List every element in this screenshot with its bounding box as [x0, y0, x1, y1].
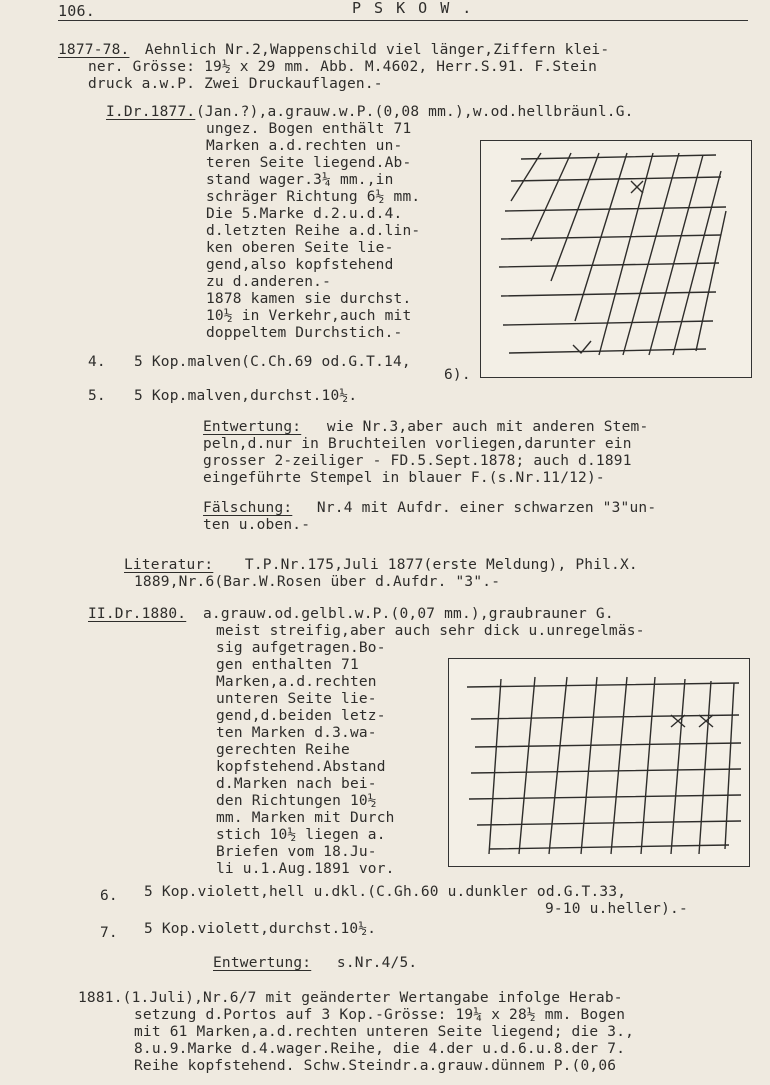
item-text-6-cont: 9-10 u.heller).-: [545, 901, 688, 917]
second-print-line: li u.1.Aug.1891 vor.: [216, 861, 395, 877]
intro-line: druck a.w.P. Zwei Druckauflagen.-: [88, 76, 383, 92]
second-print-line: gend,d.beiden letz-: [216, 708, 386, 724]
second-print-line: gen enthalten 71: [216, 657, 359, 673]
forgery-label: Fälschung:: [203, 500, 293, 516]
item-number-4: 4.: [88, 354, 106, 370]
first-print-line: schräger Richtung 6½ mm.: [206, 189, 421, 205]
first-print-line: ken oberen Seite lie-: [206, 240, 394, 256]
forgery-line: Nr.4 mit Aufdr. einer schwarzen "3"un-: [308, 500, 657, 516]
second-print-line: meist streifig,aber auch sehr dick u.unregelmäs-: [216, 623, 645, 639]
first-print-line: d.letzten Reihe a.d.lin-: [206, 223, 421, 239]
first-print-label: I.Dr.1877.: [106, 104, 196, 120]
cancellation-line: eingeführte Stempel in blauer F.(s.Nr.11/12)-: [203, 470, 605, 486]
intro-line: ner. Grösse: 19½ x 29 mm. Abb. M.4602, Herr.S.91. F.Stein: [88, 59, 597, 75]
first-print-line: 1878 kamen sie durchst.: [206, 291, 412, 307]
literature-label: Literatur:: [124, 557, 214, 573]
item-text-5: 5 Kop.malven,durchst.10½.: [134, 388, 358, 404]
second-print-line: ten Marken d.3.wa-: [216, 725, 377, 741]
issue-label-1877: 1877-78.: [58, 42, 130, 58]
second-print-head: a.grauw.od.gelbl.w.P.(0,07 mm.),graubrauner G.: [203, 606, 614, 622]
literature-line: T.P.Nr.175,Juli 1877(erste Meldung), Phil.X.: [236, 557, 638, 573]
first-print-line: stand wager.3¼ mm.,in: [206, 172, 394, 188]
sheet-grid-drawing-1: [481, 141, 751, 377]
intro-line: Aehnlich Nr.2,Wappenschild viel länger,Ziffern klei-: [136, 42, 610, 58]
cancellation-line: wie Nr.3,aber auch mit anderen Stem-: [318, 419, 649, 435]
header-rule: [58, 20, 748, 21]
first-print-line: zu d.anderen.-: [206, 274, 332, 290]
second-print-line: kopfstehend.Abstand: [216, 759, 386, 775]
second-print-line: den Richtungen 10½: [216, 793, 377, 809]
first-print-head: (Jan.?),a.grauw.w.P.(0,08 mm.),w.od.hellbräunl.G.: [196, 104, 634, 120]
forgery-line: ten u.oben.-: [203, 517, 311, 533]
sheet-grid-drawing-2: [449, 659, 749, 866]
first-print-line: gend,also kopfstehend: [206, 257, 394, 273]
running-title: P S K O W .: [352, 0, 474, 17]
second-print-line: mm. Marken mit Durch: [216, 810, 395, 826]
second-print-line: Briefen vom 18.Ju-: [216, 844, 377, 860]
cancellation-line: peln,d.nur in Bruchteilen vorliegen,darunter ein: [203, 436, 632, 452]
item-text-4-cont: 6).: [444, 367, 471, 383]
second-print-line: sig aufgetragen.Bo-: [216, 640, 386, 656]
item-number-6: 6.: [100, 888, 118, 904]
first-print-line: teren Seite liegend.Ab-: [206, 155, 412, 171]
second-print-line: unteren Seite lie-: [216, 691, 377, 707]
item-text-4: 5 Kop.malven(C.Ch.69 od.G.T.14,: [134, 354, 411, 370]
page-number: 106.: [58, 2, 95, 20]
first-print-line: ungez. Bogen enthält 71: [206, 121, 412, 137]
cancellation-label-2: Entwertung:: [213, 955, 312, 971]
first-print-line: Die 5.Marke d.2.u.d.4.: [206, 206, 403, 222]
sheet-layout-sketch-1: [480, 140, 752, 378]
item-number-7: 7.: [100, 925, 118, 941]
second-print-line: stich 10½ liegen a.: [216, 827, 386, 843]
first-print-line: Marken a.d.rechten un-: [206, 138, 403, 154]
issue-1881-line: 1881.(1.Juli),Nr.6/7 mit geänderter Wertangabe infolge Herab-: [78, 990, 623, 1006]
first-print-line: doppeltem Durchstich.-: [206, 325, 403, 341]
item-text-7: 5 Kop.violett,durchst.10½.: [144, 921, 377, 937]
first-print-line: 10½ in Verkehr,auch mit: [206, 308, 412, 324]
issue-1881-line: 8.u.9.Marke d.4.wager.Reihe, die 4.der u.d.6.u.8.der 7.: [134, 1041, 626, 1057]
cancellation-text-2: s.Nr.4/5.: [328, 955, 418, 971]
cancellation-label: Entwertung:: [203, 419, 302, 435]
second-print-line: Marken,a.d.rechten: [216, 674, 377, 690]
literature-line: 1889,Nr.6(Bar.W.Rosen über d.Aufdr. "3".-: [134, 574, 501, 590]
item-number-5: 5.: [88, 388, 106, 404]
cancellation-line: grosser 2-zeiliger - FD.5.Sept.1878; auch d.1891: [203, 453, 632, 469]
issue-1881-line: setzung d.Portos auf 3 Kop.-Grösse: 19¼ x 28½ mm. Bogen: [134, 1007, 626, 1023]
issue-1881-line: Reihe kopfstehend. Schw.Steindr.a.grauw.dünnem P.(0,06: [134, 1058, 617, 1074]
issue-1881-line: mit 61 Marken,a.d.rechten unteren Seite liegend; die 3.,: [134, 1024, 635, 1040]
item-text-6: 5 Kop.violett,hell u.dkl.(C.Gh.60 u.dunkler od.G.T.33,: [144, 884, 627, 900]
second-print-line: d.Marken nach bei-: [216, 776, 377, 792]
second-print-label: II.Dr.1880.: [88, 606, 187, 622]
second-print-line: gerechten Reihe: [216, 742, 350, 758]
sheet-layout-sketch-2: [448, 658, 750, 867]
